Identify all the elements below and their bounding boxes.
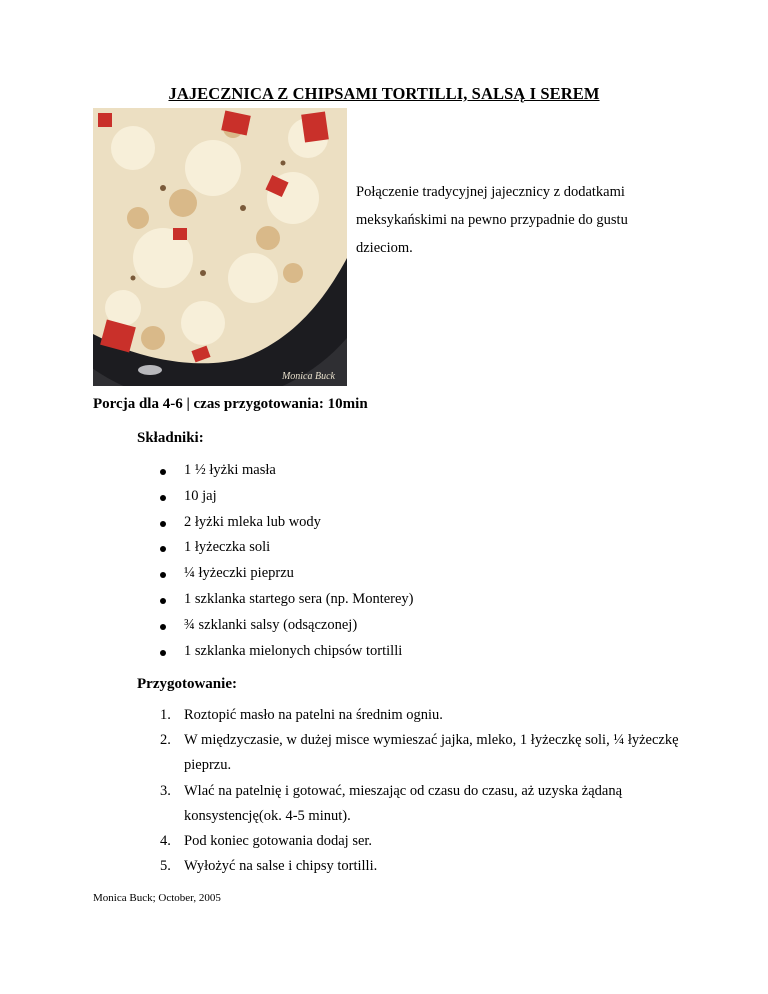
step-number: 4. <box>160 833 171 850</box>
step-text: Roztopić masło na patelni na średnim ogniu. <box>184 707 443 723</box>
ingredient-item: 2 łyżki mleka lub wody <box>160 510 414 536</box>
ingredient-item: ¼ łyżeczki pieprzu <box>160 561 414 587</box>
step-item <box>160 854 680 879</box>
step-number: 5. <box>160 858 171 875</box>
recipe-title: JAJECZNICA Z CHIPSAMI TORTILLI, SALSĄ I SEREM <box>168 84 600 103</box>
ingredients-heading: Składniki: <box>137 430 204 446</box>
bullet-icon <box>160 650 166 656</box>
bullet-icon <box>160 624 166 630</box>
step-number: 1. <box>160 707 171 723</box>
bullet-icon <box>160 598 166 604</box>
bullet-icon <box>160 521 166 527</box>
servings-line: Porcja dla 4-6 | czas przygotowania: 10min <box>93 396 368 412</box>
footer-credit: Monica Buck; October, 2005 <box>93 892 221 904</box>
step-item <box>160 779 680 829</box>
ingredient-item: 1 szklanka startego sera (np. Monterey) <box>160 587 414 613</box>
step-number: 2. <box>160 732 171 749</box>
bullet-icon <box>160 495 166 501</box>
ingredient-item: 1 szklanka mielonych chipsów tortilli <box>160 639 414 665</box>
step-text: Wyłożyć na salse i chipsy tortilli. <box>184 858 378 875</box>
preparation-steps <box>160 703 680 879</box>
photo-watermark: Monica Buck <box>281 371 335 382</box>
ingredient-item: 1 ½ łyżki masła <box>160 458 414 484</box>
bullet-icon <box>160 469 166 475</box>
ingredient-item: 1 łyżeczka soli <box>160 535 414 561</box>
step-item <box>160 703 680 728</box>
food-photo <box>93 108 347 386</box>
step-text: Wlać na patelnię i gotować, mieszając od czasu do czasu, aż uzyska żądaną konsystencję(ok. 4-5 minut). <box>184 782 623 824</box>
ingredients-list <box>160 458 414 664</box>
bullet-icon <box>160 572 166 578</box>
preparation-heading: Przygotowanie: <box>137 676 237 692</box>
ingredient-item: ¾ szklanki salsy (odsączonej) <box>160 613 414 639</box>
step-item <box>160 728 680 778</box>
step-text: W międzyczasie, w dużej misce wymieszać jajka, mleko, 1 łyżeczkę soli, ¼ łyżeczkę pieprzu. <box>184 732 679 774</box>
bullet-icon <box>160 546 166 552</box>
step-text: Pod koniec gotowania dodaj ser. <box>184 833 373 850</box>
ingredient-item: 10 jaj <box>160 484 414 510</box>
step-item <box>160 829 680 854</box>
intro-text: Połączenie tradycyjnej jajecznicy z dodatkami meksykańskimi na pewno przypadnie do gustu dzieciom. <box>356 184 628 256</box>
step-number: 3. <box>160 782 171 799</box>
